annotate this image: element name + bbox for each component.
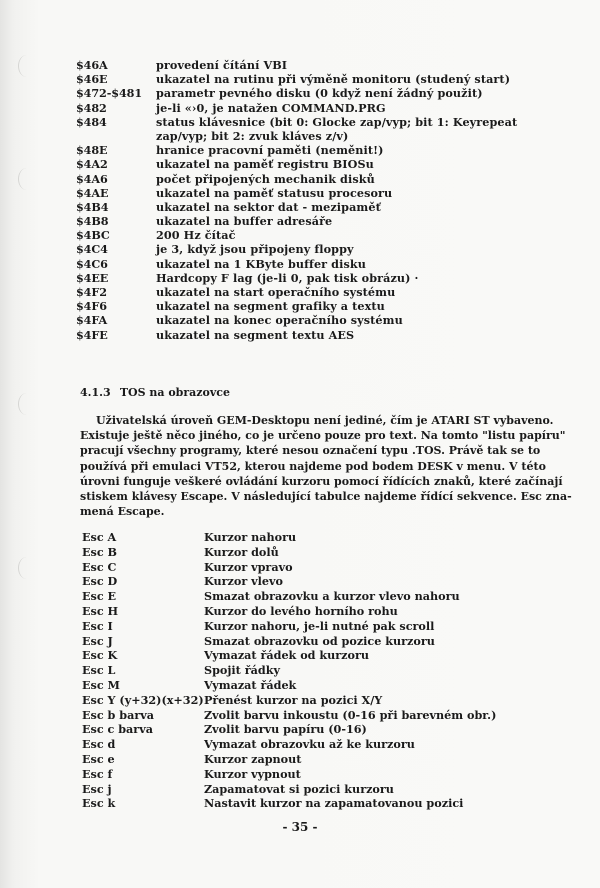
register-description: ukazatel na segment textu AES — [156, 327, 355, 342]
register-description: ukazatel na paměť registru BIOSu — [156, 157, 374, 172]
table-row — [76, 200, 517, 214]
table-row — [76, 172, 517, 186]
escape-description: Zvolit barvu inkoustu (0-16 při barevném obr.) — [204, 707, 497, 722]
table-row — [82, 663, 496, 678]
register-address: $4BC — [76, 228, 110, 243]
paragraph-line: Uživatelská úroveň GEM-Desktopu není jediné, čím je ATARI ST vybaveno. — [96, 414, 554, 427]
table-row — [76, 285, 517, 299]
escape-description: Vymazat řádek od kurzoru — [204, 648, 370, 663]
register-address: $4B4 — [76, 199, 109, 214]
table-row — [82, 604, 496, 619]
register-address: $4B8 — [76, 214, 109, 229]
register-description: je-li «›0, je natažen COMMAND.PRG — [156, 100, 386, 115]
register-address: $4C6 — [76, 256, 108, 271]
system-variables-table — [76, 58, 517, 342]
table-row — [82, 693, 496, 708]
escape-sequence: Esc c barva — [82, 722, 153, 737]
register-description: status klávesnice (bit 0: Glocke zap/vyp; bit 1: Keyrepeat — [156, 114, 518, 129]
binding-hole-mark — [18, 557, 35, 579]
table-row — [82, 678, 496, 693]
table-row — [76, 115, 517, 129]
binding-hole-mark — [18, 55, 35, 77]
escape-description: Smazat obrazovku a kurzor vlevo nahoru — [204, 589, 460, 604]
escape-sequence: Esc e — [82, 751, 115, 766]
table-row — [76, 228, 517, 242]
table-row — [82, 767, 496, 782]
register-address: $4F6 — [76, 299, 107, 314]
register-description: ukazatel na rutinu při výměně monitoru (studený start) — [156, 72, 511, 87]
escape-sequence: Esc H — [82, 603, 119, 618]
escape-description: Smazat obrazovku od pozice kurzoru — [204, 633, 435, 648]
escape-sequence: Esc k — [82, 796, 116, 811]
register-address: $4A6 — [76, 171, 108, 186]
table-row — [82, 796, 496, 811]
register-description: ukazatel na konec operačního systému — [156, 313, 403, 328]
table-row — [76, 214, 517, 228]
register-address: $4A2 — [76, 157, 108, 172]
body-paragraph — [80, 413, 572, 519]
register-address — [76, 129, 156, 143]
register-address: $4AE — [76, 185, 109, 200]
table-row — [82, 560, 496, 575]
table-row — [76, 143, 517, 157]
paragraph-line: mená Escape. — [80, 505, 165, 519]
register-address: $48E — [76, 143, 108, 158]
register-description: parametr pevného disku (0 když není žádný použit) — [156, 86, 483, 101]
escape-description: Kurzor vlevo — [204, 574, 283, 589]
escape-description: Zvolit barvu papíru (0-16) — [204, 722, 367, 737]
table-row — [76, 186, 517, 200]
escape-description: Kurzor vypnout — [204, 766, 301, 781]
escape-description: Kurzor zapnout — [204, 751, 302, 766]
table-row — [82, 634, 496, 649]
paragraph-line: pracují všechny programy, které nesou označení typu .TOS. Právě tak se to — [80, 444, 541, 458]
escape-description: Kurzor nahoru, je-li nutné pak scroll — [204, 618, 435, 633]
register-address: $4FA — [76, 313, 108, 328]
table-row — [82, 589, 496, 604]
section-title: TOS na obrazovce — [119, 386, 230, 399]
table-row — [82, 782, 496, 797]
escape-description: Přenést kurzor na pozici X/Y — [204, 692, 383, 707]
section-number: 4.1.3 — [80, 386, 111, 399]
register-description: Hardcopy F lag (je-li 0, pak tisk obrázu) · — [156, 270, 419, 285]
table-row — [82, 752, 496, 767]
escape-sequence: Esc B — [82, 544, 117, 559]
escape-description: Nastavit kurzor na zapamatovanou pozici — [204, 796, 464, 811]
register-address: $482 — [76, 100, 107, 115]
register-description: je 3, když jsou připojeny floppy — [156, 242, 354, 257]
escape-description: Kurzor nahoru — [204, 530, 297, 544]
escape-sequence: Esc d — [82, 737, 116, 752]
table-row — [82, 708, 496, 723]
escape-sequence: Esc C — [82, 559, 117, 574]
escape-description: Vymazat obrazovku až ke kurzoru — [204, 737, 415, 752]
binding-hole-mark — [18, 393, 35, 415]
table-row — [82, 530, 496, 545]
register-description: ukazatel na paměť statusu procesoru — [156, 185, 393, 200]
register-address: $4C4 — [76, 242, 108, 257]
table-row — [76, 313, 517, 327]
escape-description: Vymazat řádek — [204, 677, 297, 692]
escape-sequence: Esc A — [82, 530, 117, 544]
table-row — [82, 574, 496, 589]
register-description: hranice pracovní paměti (neměnit!) — [156, 143, 384, 158]
binding-hole-mark — [18, 168, 35, 190]
register-address: $46A — [76, 58, 108, 72]
table-row — [82, 737, 496, 752]
escape-sequence: Esc D — [82, 574, 118, 589]
paragraph-line: stiskem klávesy Escape. V následující tabulce najdeme řídící sekvence. Esc zna- — [80, 490, 572, 504]
escape-sequence: Esc b barva — [82, 707, 154, 722]
escape-sequence: Esc E — [82, 589, 117, 604]
table-row — [76, 299, 517, 313]
paragraph-line: úrovni funguje veškeré ovládání kurzoru pomocí řídících znaků, které začínají — [80, 474, 563, 488]
escape-sequence: Esc Y (y+32)(x+32) — [82, 692, 204, 707]
table-row — [76, 86, 517, 100]
paragraph-line: používá při emulaci VT52, kterou najdeme pod bodem DESK v menu. V této — [80, 459, 546, 473]
escape-sequence: Esc j — [82, 781, 112, 796]
table-row — [76, 129, 517, 143]
paragraph-line: Existuje ještě něco jiného, co je určeno pouze pro text. Na tomto "listu papíru" — [80, 429, 566, 443]
register-address: $4EE — [76, 270, 109, 285]
table-row — [82, 722, 496, 737]
escape-sequence: Esc J — [82, 633, 113, 648]
register-description: počet připojených mechanik disků — [156, 171, 375, 186]
register-description: zap/vyp; bit 2: zvuk kláves z/v) — [156, 128, 349, 143]
escape-description: Kurzor do levého horního rohu — [204, 603, 398, 618]
register-description: ukazatel na 1 KByte buffer disku — [156, 256, 366, 271]
section-heading — [80, 386, 230, 399]
escape-description: Kurzor vpravo — [204, 559, 293, 574]
table-row — [76, 72, 517, 86]
escape-description: Spojit řádky — [204, 663, 280, 678]
register-address: $4F2 — [76, 285, 107, 299]
table-row — [76, 257, 517, 271]
table-row — [76, 101, 517, 115]
escape-sequence: Esc K — [82, 648, 118, 663]
page-number: - 35 - — [282, 820, 318, 834]
table-row — [82, 648, 496, 663]
table-row — [76, 271, 517, 285]
escape-sequence: Esc I — [82, 618, 113, 633]
escape-sequence: Esc L — [82, 663, 116, 678]
register-description: provedení čítání VBI — [156, 58, 288, 72]
escape-sequence: Esc M — [82, 677, 120, 692]
escape-description: Kurzor dolů — [204, 544, 279, 559]
register-description: ukazatel na segment grafiky a textu — [156, 299, 385, 314]
escape-sequence-table — [82, 530, 496, 811]
register-address: $4FE — [76, 327, 108, 342]
table-row — [76, 157, 517, 171]
register-description: 200 Hz čítač — [156, 228, 236, 243]
table-row — [76, 328, 517, 342]
register-address: $472-$481 — [76, 86, 143, 101]
register-description: ukazatel na start operačního systému — [156, 285, 396, 299]
table-row — [82, 619, 496, 634]
register-description: ukazatel na sektor dat - mezipaměť — [156, 199, 381, 214]
table-row — [76, 58, 517, 72]
register-description: ukazatel na buffer adresáře — [156, 214, 333, 229]
register-address: $46E — [76, 72, 108, 87]
table-row — [76, 242, 517, 256]
escape-sequence: Esc f — [82, 766, 113, 781]
escape-description: Zapamatovat si pozici kurzoru — [204, 781, 394, 796]
register-address: $484 — [76, 114, 107, 129]
table-row — [82, 545, 496, 560]
